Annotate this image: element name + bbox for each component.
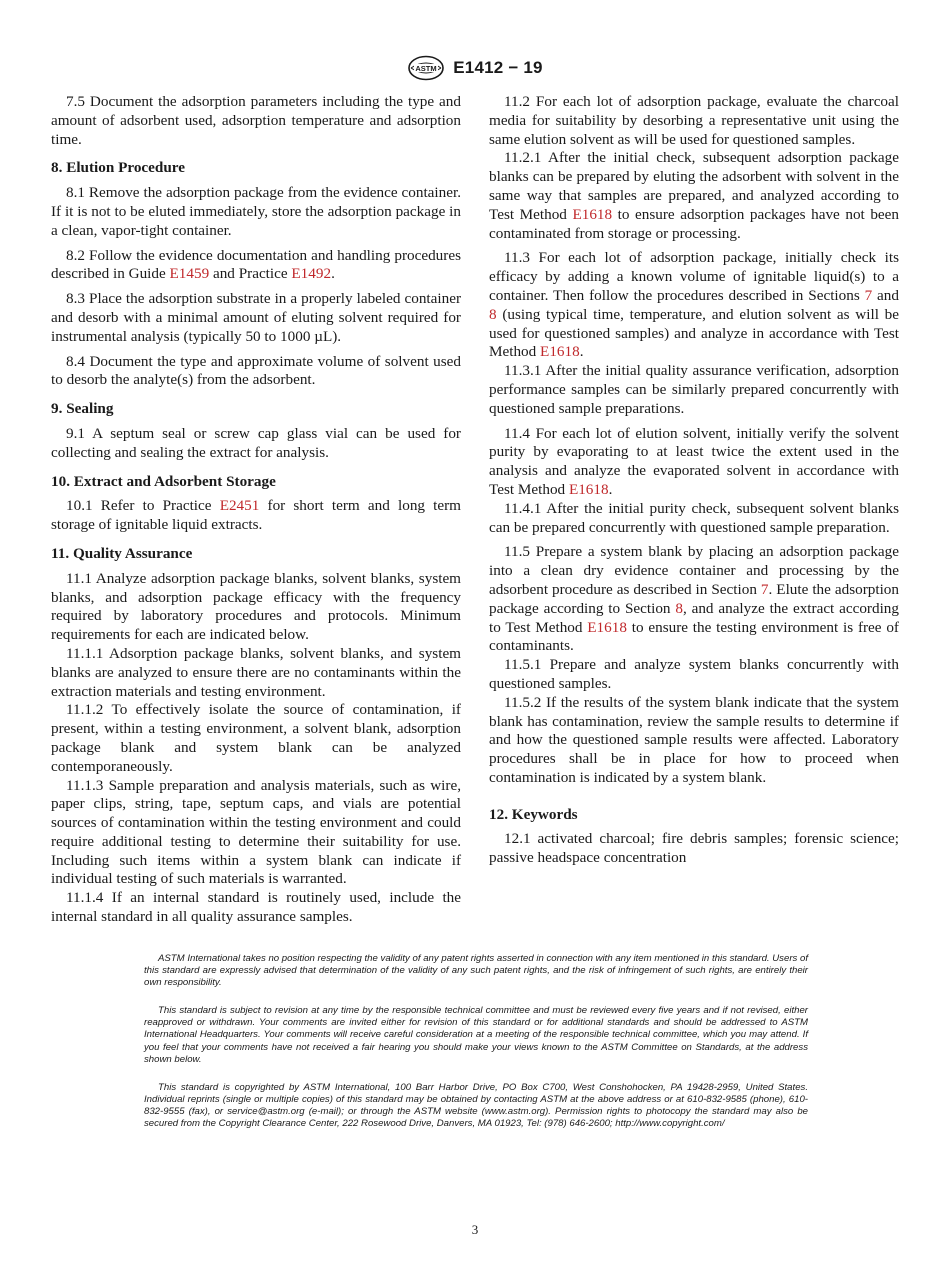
- notice-revision: This standard is subject to revision at any time by the responsible technical committee and must be reviewed every five years and if not revised, either reapproved or withdrawn. Your comments are invited either for revision of this standard or for additional standards and should be addressed to ASTM International Headquarters. Your comments will receive careful consideration at a meeting of the responsible technical committee, which you may attend. If you feel that your comments have not received a fair hearing you should make your views known to the ASTM Committee on Standards, at the address shown below.: [144, 1005, 808, 1065]
- paragraph-11-1-1: 11.1.1 Adsorption package blanks, solvent blanks, and system blanks are analyzed to ensure there are no contaminants within the extraction materials and testing environment.: [51, 644, 461, 700]
- paragraph-12-1: 12.1 activated charcoal; fire debris samples; forensic science; passive headspace concentration: [489, 830, 899, 867]
- ref-link-e1459[interactable]: E1459: [169, 265, 210, 283]
- paragraph-9-1: 9.1 A septum seal or screw cap glass vial can be used for collecting and sealing the extract for analysis.: [51, 424, 461, 461]
- heading-extract-storage: 10. Extract and Adsorbent Storage: [51, 472, 276, 490]
- paragraph-11-2: 11.2 For each lot of adsorption package, evaluate the charcoal media for suitability by desorbing a representative unit using the same elution solvent as will be used for questioned samples.: [489, 93, 899, 148]
- paragraph-11-3: 11.3 For each lot of adsorption package, initially check its efficacy by adding a known volume of ignitable liquid(s) to a container. Then follow the procedures described in Sections 7 and 8 (using typical time, temperature, and elution solvent as will be used for questioned samples) and analyze in accordance with Test Method E1618.: [489, 249, 899, 361]
- ref-link-section-8[interactable]: 8: [675, 599, 683, 617]
- ref-link-e1618[interactable]: E1618: [540, 343, 580, 361]
- paragraph-11-4: 11.4 For each lot of elution solvent, initially verify the solvent purity by evaporating to at least twice the extent used in the analysis and analyze the evaporated solvent in accordance with Test Method E1618.: [489, 424, 899, 498]
- legal-notices: [144, 953, 808, 1146]
- paragraph-11-1-3: 11.1.3 Sample preparation and analysis materials, such as wire, paper clips, string, tape, septum caps, and vials are potential sources of contamination within the testing environment and could require additional testing to determine their suitability for use. Including such items within a system blank can indicate if individual testing of such materials is warranted.: [51, 776, 461, 888]
- paragraph-10-1: 10.1 Refer to Practice E2451 for short term and long term storage of ignitable liquid extracts.: [51, 497, 461, 534]
- paragraph-8-4: 8.4 Document the type and approximate volume of solvent used to desorb the analyte(s) from the adsorbent.: [51, 352, 461, 389]
- page-number: 3: [471, 1222, 479, 1237]
- paragraph-11-4-1: 11.4.1 After the initial purity check, subsequent solvent blanks can be prepared concurrently with questioned sample preparation.: [489, 499, 899, 536]
- ref-link-e2451[interactable]: E2451: [219, 497, 260, 515]
- ref-link-e1618[interactable]: E1618: [568, 480, 609, 498]
- heading-elution-procedure: 8. Elution Procedure: [51, 159, 186, 177]
- ref-link-section-7[interactable]: 7: [864, 286, 873, 304]
- ref-link-e1618[interactable]: E1618: [587, 618, 627, 636]
- left-column: [51, 93, 461, 927]
- astm-logo-text: ASTM: [415, 64, 437, 73]
- paragraph-11-1: 11.1 Analyze adsorption package blanks, solvent blanks, system blanks, and adsorption package efficacy with the frequency required by laboratory procedures and protocols. Minimum requirements for each are indicated below.: [51, 569, 461, 644]
- page-header: [0, 55, 950, 86]
- astm-logo-icon: [407, 55, 445, 81]
- paragraph-11-5: 11.5 Prepare a system blank by placing an adsorption package into a clean dry evidence container and processing by the adsorbent procedure as described in Section 7. Elute the adsorption package according to Section 8, and analyze the extract according to Test Method E1618 to ensure the testing environment is free of contaminants.: [489, 543, 899, 655]
- notice-patent: ASTM International takes no position respecting the validity of any patent rights asserted in connection with any item mentioned in this standard. Users of this standard are expressly advised that determination of the validity of any such patent rights, and the risk of infringement of such rights, are entirely their own responsibility.: [144, 953, 808, 989]
- heading-keywords: 12. Keywords: [489, 805, 578, 823]
- notice-copyright: This standard is copyrighted by ASTM International, 100 Barr Harbor Drive, PO Box C700, West Conshohocken, PA 19428-2959, United States. Individual reprints (single or multiple copies) of this standard may be obtained by contacting ASTM at the above address or at 610-832-9585 (phone), 610-832-9555 (fax), or service@astm.org (e-mail); or through the ASTM website (www.astm.org). Permission rights to photocopy the standard may also be secured from the Copyright Clearance Center, 222 Rosewood Drive, Danvers, MA 01923, Tel: (978) 646-2600; http://www.copyright.com/: [144, 1081, 808, 1130]
- ref-link-e1492[interactable]: E1492: [291, 265, 332, 283]
- paragraph-11-5-1: 11.5.1 Prepare and analyze system blanks concurrently with questioned samples.: [489, 656, 899, 692]
- paragraph-8-3: 8.3 Place the adsorption substrate in a properly labeled container and desorb with a minimal amount of eluting solvent required for instrumental analysis (typically 50 to 1000 µL).: [51, 290, 461, 345]
- paragraph-8-1: 8.1 Remove the adsorption package from the evidence container. If it is not to be eluted immediately, store the adsorption package in a clean, vapor-tight container.: [51, 184, 461, 239]
- ref-link-e1618[interactable]: E1618: [572, 205, 613, 223]
- heading-sealing: 9. Sealing: [51, 400, 114, 418]
- paragraph-11-1-2: 11.1.2 To effectively isolate the source of contamination, if present, within a testing environment, a solvent blank, adsorption package blank and system blank can be analyzed contemporaneously.: [51, 701, 461, 775]
- ref-link-section-7[interactable]: 7: [760, 580, 769, 598]
- paragraph-11-3-1: 11.3.1 After the initial quality assurance verification, adsorption performance samples can be similarly prepared concurrently with questioned sample preparations.: [489, 362, 899, 417]
- heading-quality-assurance: 11. Quality Assurance: [51, 544, 193, 562]
- right-column: [489, 93, 899, 868]
- paragraph-7-5: 7.5 Document the adsorption parameters including the type and amount of adsorbent used, adsorption temperature and adsorption time.: [51, 93, 461, 148]
- paragraph-8-2: 8.2 Follow the evidence documentation and handling procedures described in Guide E1459 and Practice E1492.: [51, 246, 461, 283]
- paragraph-11-2-1: 11.2.1 After the initial check, subsequent adsorption package blanks can be prepared by eluting the adsorbent with solvent in the same way that samples are prepared, and analyzed according to Test Method E1618 to ensure adsorption packages have not been contaminated from storage or processing.: [489, 149, 899, 242]
- paragraph-11-5-2: 11.5.2 If the results of the system blank indicate that the system blank has contamination, review the sample results to determine if and how the questioned sample results were affected. Laboratory procedures shall be in place for how to proceed when contamination is indicated by a system blank.: [489, 693, 899, 786]
- document-id: E1412 − 19: [453, 58, 543, 77]
- paragraph-11-1-4: 11.1.4 If an internal standard is routinely used, include the internal standard in all quality assurance samples.: [51, 889, 461, 926]
- ref-link-section-8[interactable]: 8: [489, 305, 497, 323]
